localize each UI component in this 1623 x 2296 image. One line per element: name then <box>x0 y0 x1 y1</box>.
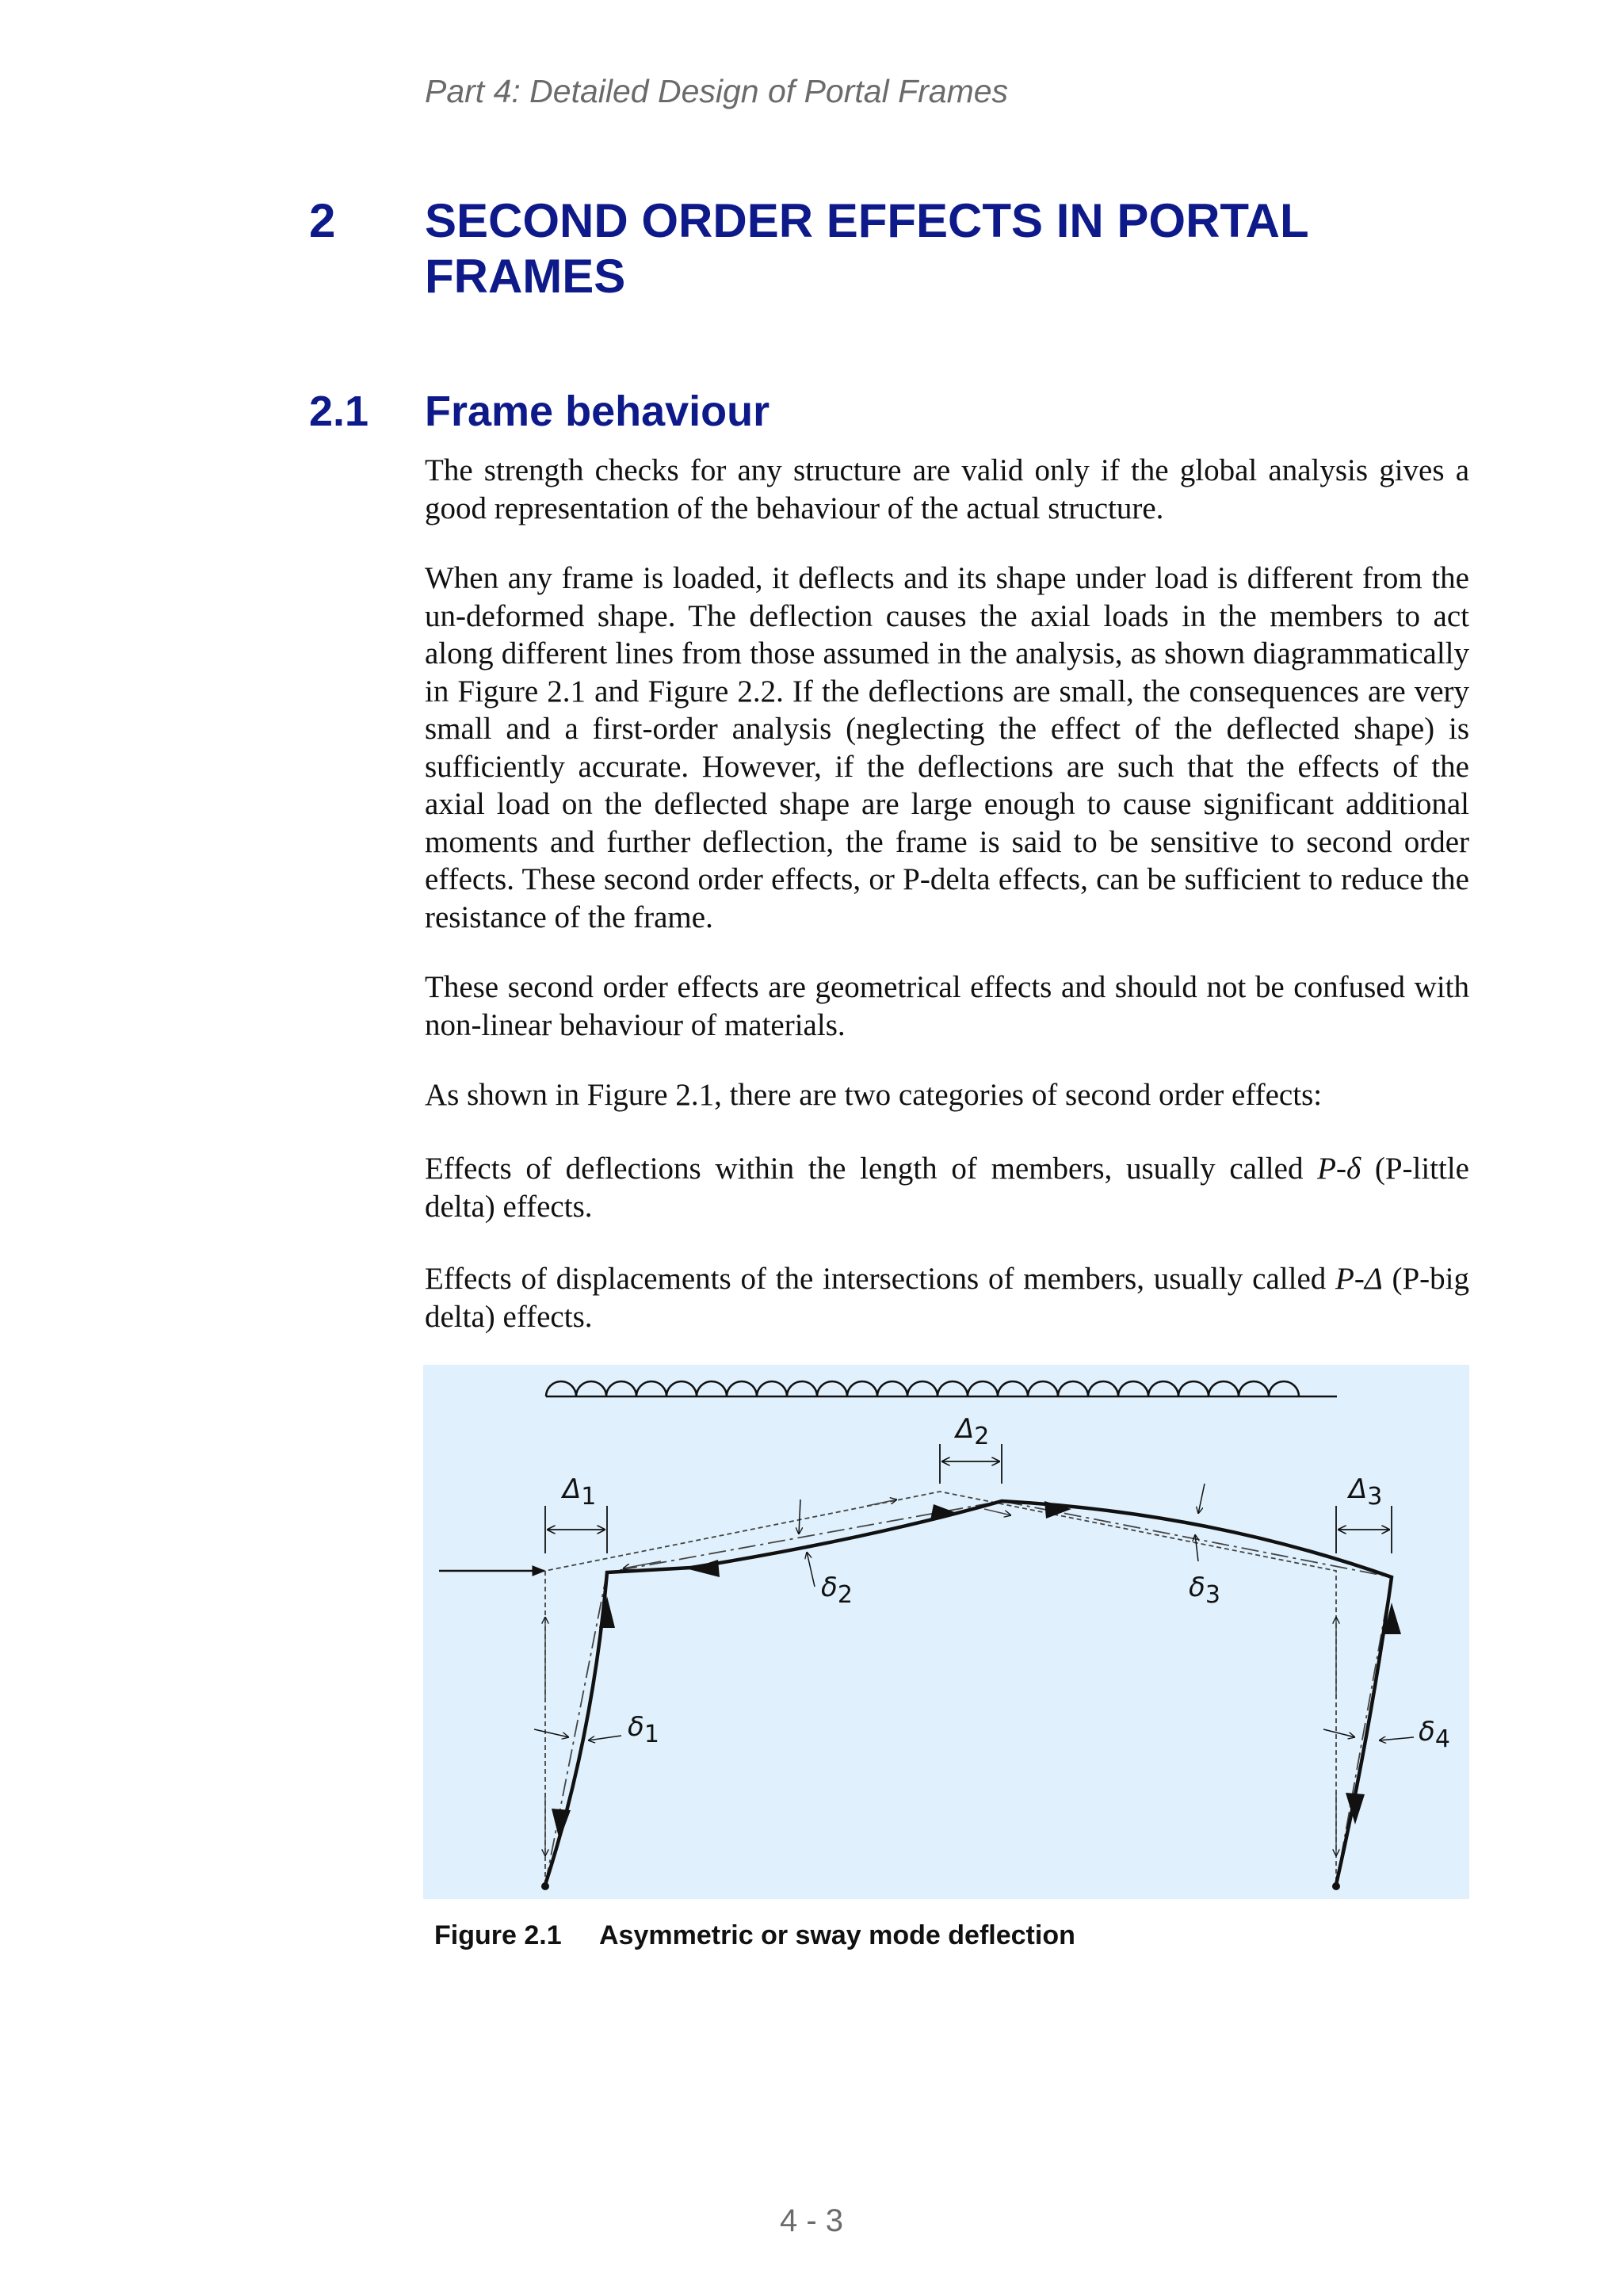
chapter-title: SECOND ORDER EFFECTS IN PORTAL FRAMES <box>425 194 1308 303</box>
undeformed-frame-outline <box>545 1492 1336 1885</box>
big-delta-3-label: Δ3 <box>1349 1473 1383 1511</box>
section-title: Frame behaviour <box>425 388 770 435</box>
axial-force-ticks <box>545 1499 1336 1856</box>
right-base-pin <box>1332 1882 1340 1890</box>
running-header: Part 4: Detailed Design of Portal Frames <box>425 73 1009 109</box>
big-delta-1-label: Δ1 <box>563 1473 597 1511</box>
chapter-number: 2 <box>309 194 336 247</box>
small-delta-1-label: δ1 <box>628 1711 659 1748</box>
page-number: 4 - 3 <box>779 2203 844 2238</box>
paragraph-p-little-delta <box>425 1150 1469 1225</box>
figure-caption-label: Figure 2.1 <box>434 1920 562 1950</box>
paragraph-1: The strength checks for any structure are valid only if the global analysis gives a good representation of the behaviour of the actual structure. <box>425 453 1469 525</box>
big-delta-3-dimension <box>1336 1473 1392 1553</box>
big-delta-2-dimension <box>940 1413 1002 1484</box>
small-delta-2-marker <box>799 1499 853 1609</box>
left-base-pin <box>541 1882 549 1890</box>
paragraph-p-big-delta <box>425 1260 1469 1335</box>
small-delta-3-marker <box>1189 1484 1220 1609</box>
paragraph-2: When any frame is loaded, it deflects and its shape under load is different from the un-deformed shape. The deflection causes the axial loads in the members to act along different lines from those assumed in the analysis, as shown diagrammatically in Figure 2.1 and Figure 2.2. If the deflections are small, the consequences are very small and a first-order analysis (neglecting the effect of the deflected shape) is sufficiently accurate. However, if the deflections are such that the effects of the axial load on the deflected shape are large enough to cause significant additional moments and further deflection, the frame is said to be sensitive to second order effects. These second order effects, or P-delta effects, can be sufficient to reduce the resistance of the frame. <box>425 561 1469 934</box>
p-little-delta-symbol: P-δ <box>1317 1152 1361 1186</box>
distributed-load-symbol <box>546 1381 1337 1396</box>
p-little-delta-text-before: Effects of deflections within the length of members, usually called <box>425 1152 1318 1186</box>
section-number: 2.1 <box>309 388 369 435</box>
big-delta-2-label: Δ2 <box>956 1413 990 1450</box>
paragraph-3: These second order effects are geometrical effects and should not be confused with non-linear behaviour of materials. <box>425 970 1469 1042</box>
p-big-delta-symbol: P-Δ <box>1335 1262 1383 1296</box>
member-force-arrows <box>552 1501 1401 1840</box>
small-delta-4-marker <box>1323 1716 1450 1753</box>
deflected-frame-shape <box>545 1501 1392 1885</box>
paragraph-4: As shown in Figure 2.1, there are two categories of second order effects: <box>425 1078 1323 1112</box>
small-delta-1-marker <box>534 1711 659 1748</box>
small-delta-2-label: δ2 <box>821 1572 853 1609</box>
p-big-delta-text-before: Effects of displacements of the intersections of members, usually called <box>425 1262 1336 1296</box>
portal-frame-sway-diagram <box>423 1365 1469 1899</box>
p-big-delta-text-after: (P-big delta) effects. <box>425 1262 1470 1334</box>
big-delta-1-dimension <box>545 1473 607 1553</box>
figure-2-1-diagram <box>423 1365 1469 1899</box>
small-delta-3-label: δ3 <box>1189 1572 1220 1609</box>
p-little-delta-text-after: (P-little delta) effects. <box>425 1152 1469 1224</box>
figure-caption-text: Asymmetric or sway mode deflection <box>599 1920 1075 1950</box>
small-delta-4-label: δ4 <box>1419 1716 1450 1753</box>
sway-displaced-outline <box>545 1501 1392 1885</box>
